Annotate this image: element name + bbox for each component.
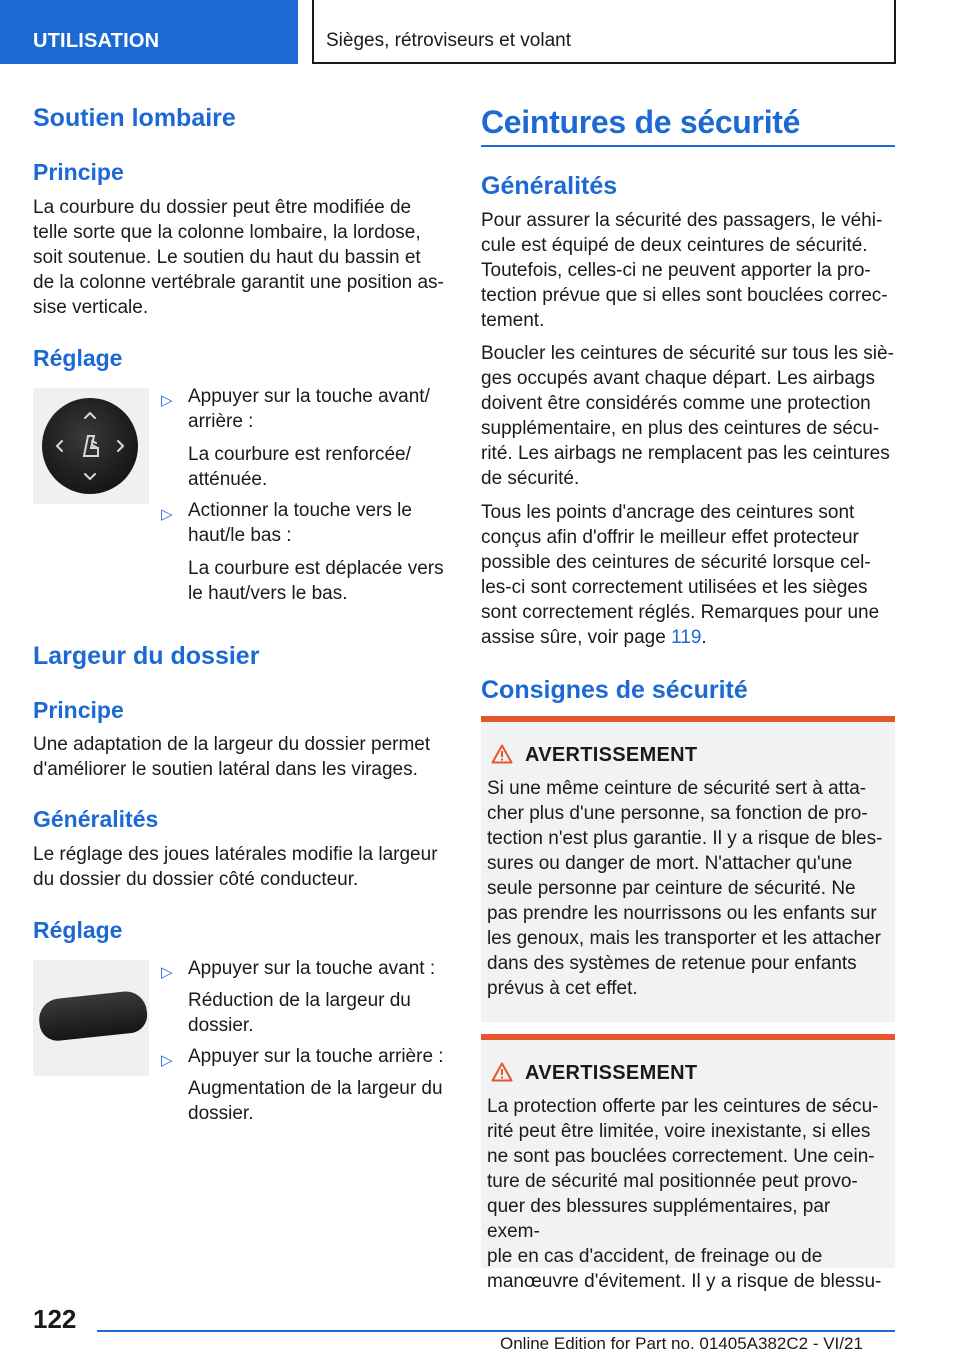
lumbar-step-1: Appuyer sur la touche avant/ arrière : [188, 386, 430, 432]
lumbar-switch-image [33, 388, 149, 504]
warning-box-1 [481, 716, 895, 1022]
bullet-triangle-icon: ▷ [161, 1052, 173, 1069]
bullet-triangle-icon: ▷ [161, 506, 173, 523]
footer-divider [97, 1330, 895, 1332]
belts-para-1: Pour assurer la sécurité des passagers, le véhi- cule est équipé de deux ceintures de sécurité. Toutefois, celles-ci ne peuvent apporter la pro- tection prévue que si elles sont bouclées correc- tement. [481, 210, 888, 331]
width-switch-image [33, 960, 149, 1076]
page-reference-link[interactable]: 119 [671, 627, 702, 648]
warning-title: AVERTISSEMENT [525, 1062, 698, 1084]
warning-box-2 [481, 1034, 895, 1292]
bullet-triangle-icon: ▷ [161, 964, 173, 981]
section-title: UTILISATION [33, 30, 160, 52]
belts-general-title: Généralités [481, 172, 618, 200]
lumbar-step-2: Actionner la touche vers le haut/le bas : [188, 500, 412, 546]
warning-title: AVERTISSEMENT [525, 744, 698, 766]
safety-title: Consignes de sécurité [481, 676, 748, 704]
width-general-text: Le réglage des joues latérales modifie la largeur du dossier du dossier côté conducteur. [33, 844, 438, 890]
width-step-2-result: Augmentation de la largeur du dossier. [188, 1078, 443, 1124]
chapter-header [312, 0, 896, 64]
belts-para-3: Tous les points d'ancrage des ceintures sont conçus afin d'offrir le meilleur effet protecteur possible des ceintures de sécurité lorsque cel- les-ci sont correctement utilisées et les sièges sont correctement réglés. Remarques pour une assise sûre, voir page 119. [481, 502, 880, 648]
lumbar-principle-text: La courbure du dossier peut être modifiée de telle sorte que la colonne lombaire, la lordose, soit soutenue. Le soutien du haut du bassin et de la colonne vertébrale garantit une position as- sise verticale. [33, 197, 444, 318]
lumbar-principle-title: Principe [33, 159, 124, 185]
lumbar-title: Soutien lombaire [33, 104, 236, 132]
section-tab [0, 0, 298, 64]
warning-triangle-icon [491, 744, 513, 764]
width-principle-title: Principe [33, 697, 124, 723]
lumbar-step-1-result: La courbure est renforcée/ atténuée. [188, 444, 411, 490]
width-step-1-result: Réduction de la largeur du dossier. [188, 990, 411, 1036]
chapter-title: Sièges, rétroviseurs et volant [326, 30, 572, 51]
width-title: Largeur du dossier [33, 642, 260, 670]
warning-text: Si une même ceinture de sécurité sert à atta- cher plus d'une personne, sa fonction de pro- tection n'est plus garantie. Il y a risque de bles- sures ou danger de mort. N'attacher qu'une seule personne par ceinture de sécurité. Ne pas prendre les nourrissons ou les enfants sur les genoux, mais les transporter et les attacher dans des systèmes de retenue pour enfants prévus à cet effet. [487, 778, 883, 999]
title-divider [481, 145, 895, 147]
warning-triangle-icon [491, 1062, 513, 1082]
width-step-1: Appuyer sur la touche avant : [188, 958, 436, 979]
width-general-title: Généralités [33, 806, 159, 832]
edition-text: Online Edition for Part no. 01405A382C2 - VI/21 [500, 1334, 863, 1353]
belts-title: Ceintures de sécurité [481, 104, 801, 140]
width-adjust-title: Réglage [33, 917, 123, 943]
page-number: 122 [33, 1304, 77, 1334]
warning-text: La protection offerte par les ceintures de sécu- rité peut être limitée, voire inexistante, si elles ne sont pas bouclées correctement. Une cein- ture de sécurité mal positionnée peut provo- quer des blessures supplémentaires, par exem- ple en cas d'accident, de freinage ou de manœuvre d'évitement. Il y a risque de blessu- [487, 1096, 882, 1292]
lumbar-step-2-result: La courbure est déplacée vers le haut/vers le bas. [188, 558, 444, 604]
belts-para-2: Boucler les ceintures de sécurité sur tous les siè- ges occupés avant chaque départ. Les airbags doivent être considérés comme une protection supplémentaire, en plus des ceintures de sécu- rité. Les airbags ne remplacent pas les ceintures de sécurité. [481, 343, 894, 489]
bullet-triangle-icon: ▷ [161, 392, 173, 409]
width-step-2: Appuyer sur la touche arrière : [188, 1046, 444, 1067]
width-principle-text: Une adaptation de la largeur du dossier permet d'améliorer le soutien latéral dans les virages. [33, 734, 431, 780]
lumbar-adjust-title: Réglage [33, 345, 123, 371]
